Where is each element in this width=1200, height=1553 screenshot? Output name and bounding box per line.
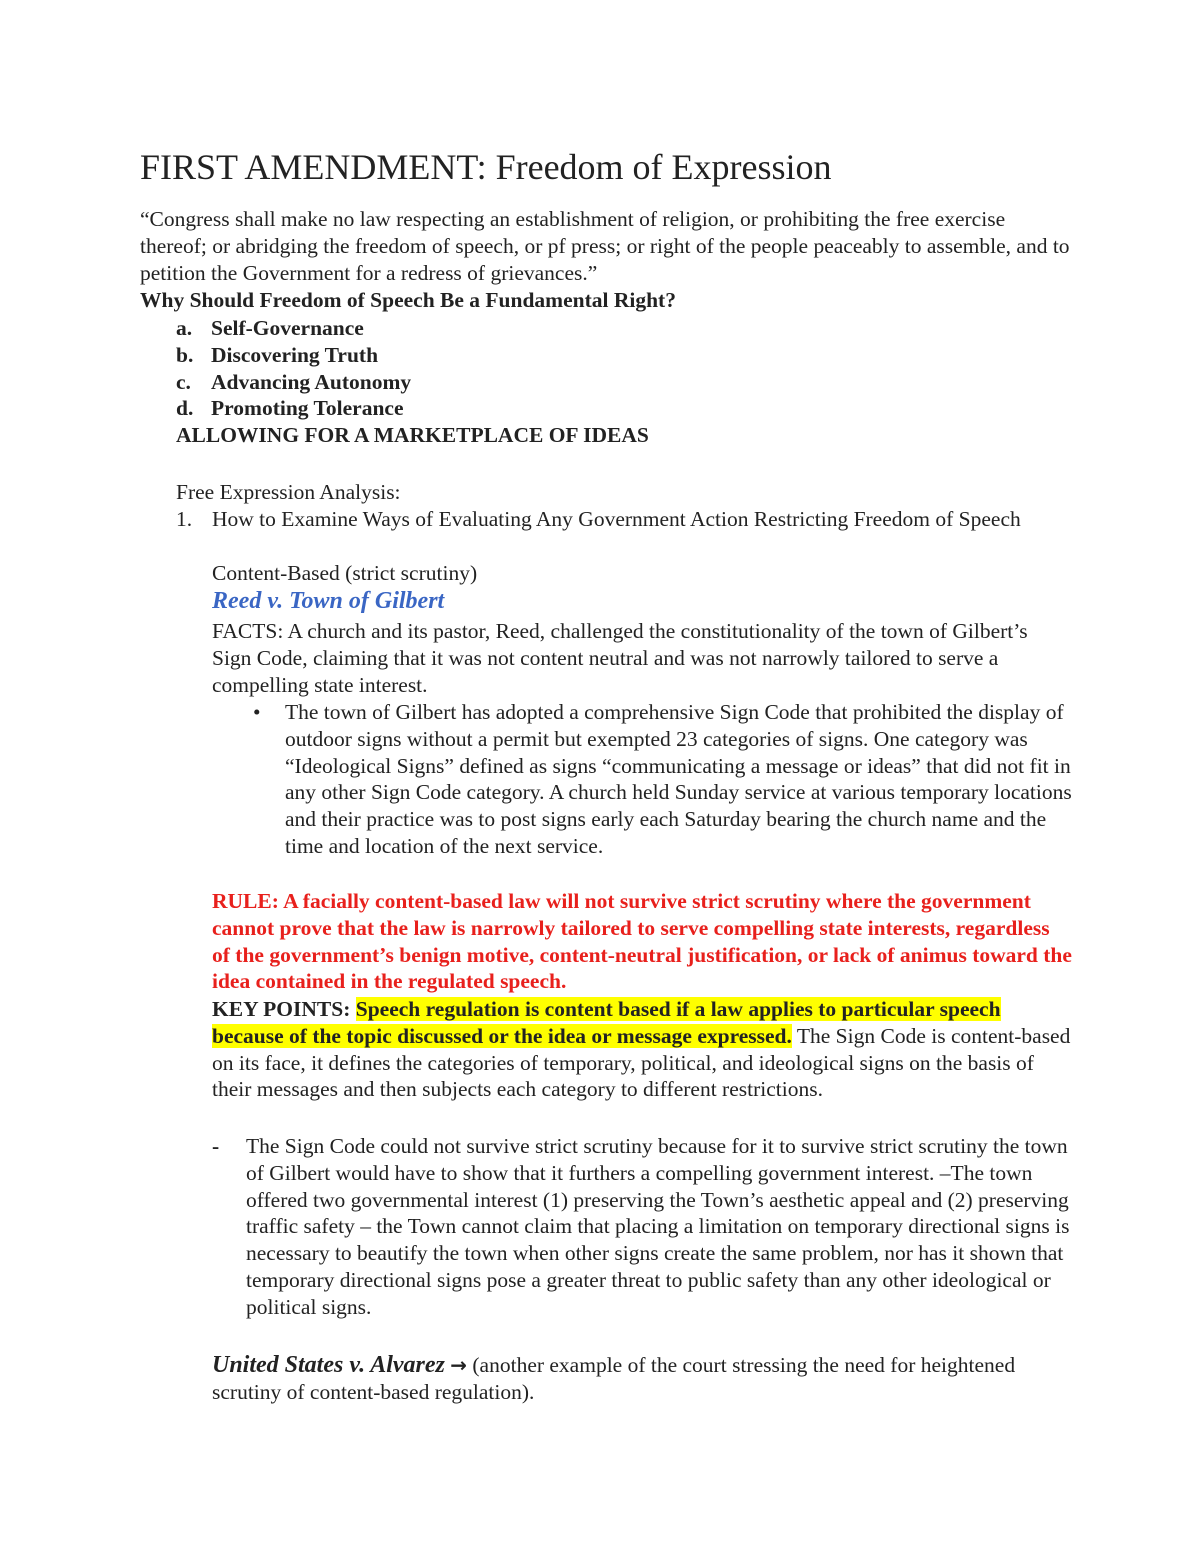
why-heading: Why Should Freedom of Speech Be a Fundamental Right?: [140, 288, 676, 312]
list-item-label: Self-Governance: [211, 316, 364, 340]
list-item-label: Advancing Autonomy: [211, 369, 412, 394]
marketplace-heading: ALLOWING FOR A MARKETPLACE OF IDEAS: [176, 423, 649, 447]
amendment-quote: “Congress shall make no law respecting an establishment of religion, or prohibiting the free exercise thereof; or abridging the freedom of speech, or pf press; or right of the people peaceably to assemble, and to petition the Government for a redress of grievances.”: [140, 207, 1070, 285]
list-item: [176, 369, 411, 396]
key-points-label: KEY POINTS:: [212, 997, 351, 1021]
list-item: [176, 342, 411, 369]
facts-paragraph: FACTS: A church and its pastor, Reed, challenged the constitutionality of the town of Gilbert’s Sign Code, claiming that it was not content neutral and was not narrowly tailored to serve a compelling state interest.: [212, 619, 1028, 697]
highlighted-text: Speech regulation is content based if a law applies to particular speech because of the topic discussed or the idea or message expressed.: [212, 997, 1001, 1048]
bullet-paragraph: The town of Gilbert has adopted a comprehensive Sign Code that prohibited the display of outdoor signs without a permit but exempted 23 categories of signs. One category was “Ideological Signs” defined as signs “communicating a message or ideas” that did not fit in any other Sign Code category. A church held Sunday service at various temporary locations and their practice was to post signs early each Saturday bearing the church name and the time and location of the next service.: [285, 700, 1072, 858]
bullet-icon: •: [253, 700, 261, 724]
list-marker: b.: [176, 342, 194, 367]
key-points-paragraph: [212, 996, 1072, 1103]
list-item-label: Promoting Tolerance: [211, 396, 404, 421]
list-item: [176, 395, 411, 422]
list-item: [176, 315, 411, 342]
list-marker: a.: [176, 316, 193, 340]
numbered-marker: 1.: [176, 507, 193, 531]
page-title: FIRST AMENDMENT: Freedom of Expression: [140, 147, 832, 187]
rule-paragraph: RULE: A facially content-based law will not survive strict scrutiny where the government cannot prove that the law is narrowly tailored to serve compelling state interests, regardless of the government’s benign motive, content-neutral justification, or lack of animus toward the idea contained in the regulated speech.: [212, 889, 1072, 994]
numbered-item-text: How to Examine Ways of Evaluating Any Government Action Restricting Freedom of Speech: [212, 507, 1021, 531]
alvarez-paragraph: [212, 1352, 1072, 1406]
reasons-list: [176, 315, 411, 422]
list-marker: d.: [176, 396, 194, 421]
dash-marker: -: [212, 1134, 220, 1158]
key-points-text: The Sign Code is content-based on its face, it defines the categories of temporary, political, and ideological signs on the basis of their messages and then subjects each category to different restrictions.: [212, 1023, 1071, 1102]
case-heading-alvarez: United States v. Alvarez: [212, 1352, 445, 1378]
dash-paragraph: The Sign Code could not survive strict scrutiny because for it to survive strict scrutiny the town of Gilbert would have to show that it furthers a compelling government interest. –The town offered two governmental interest (1) preserving the Town’s aesthetic appeal and (2) preserving traffic safety – the Town cannot claim that placing a limitation on temporary directional signs is necessary to beautify the town when other signs create the same problem, nor has it shown that temporary directional signs pose a greater threat to public safety than any other ideological or political signs.: [246, 1134, 1070, 1319]
arrow-right-icon: →: [450, 1353, 468, 1377]
case-heading-reed: Reed v. Town of Gilbert: [212, 588, 445, 614]
alvarez-note: (another example of the court stressing the need for heightened scrutiny of content-based regulation).: [212, 1353, 1016, 1404]
list-item-label: Discovering Truth: [211, 342, 379, 367]
analysis-label: Free Expression Analysis:: [176, 480, 401, 504]
list-marker: c.: [176, 369, 191, 394]
content-based-label: Content-Based (strict scrutiny): [212, 561, 478, 585]
